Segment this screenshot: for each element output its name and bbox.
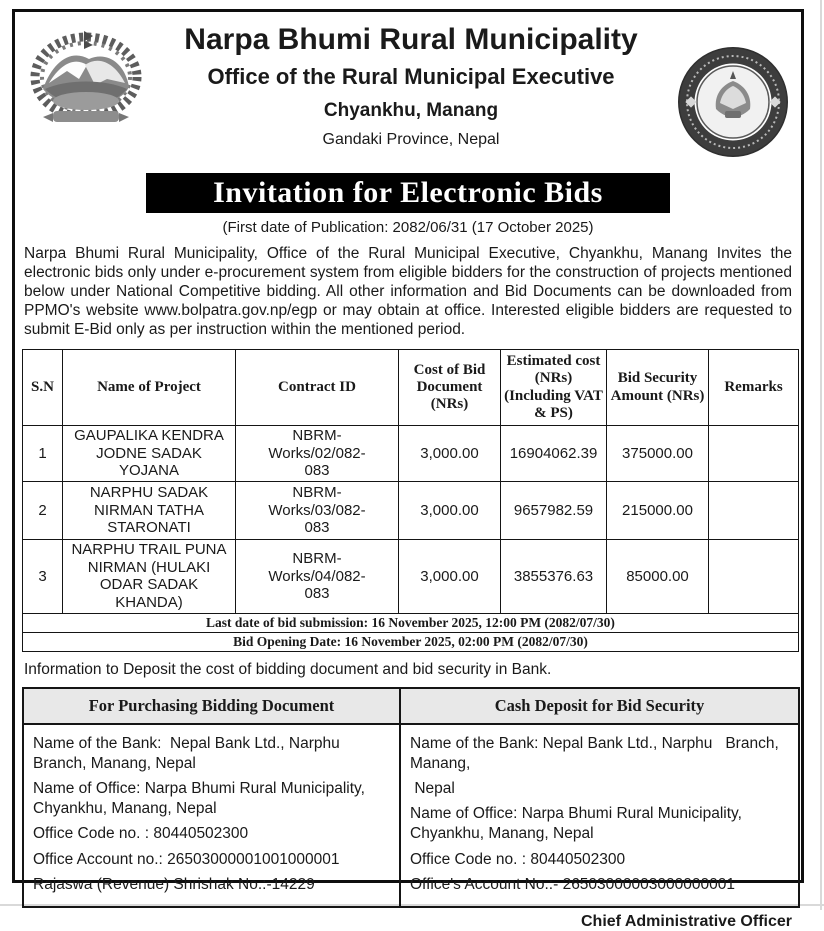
cell-sn: 3: [23, 540, 63, 614]
province-line: Gandaki Province, Nepal: [322, 131, 500, 148]
submission-deadline-text: Last date of bid submission: 16 November 2025, 12:00 PM (2082/07/30): [23, 613, 799, 632]
bank-table: [22, 687, 800, 908]
office-name-line: Name of Office: Narpa Bhumi Rural Municipality, Chyankhu, Manang, Nepal: [33, 780, 370, 818]
col-header-contract-id: Contract ID: [236, 350, 399, 426]
nepal-coat-of-arms-logo: [22, 17, 150, 136]
cell-contract-id: [236, 540, 399, 614]
bank-table-body-row: [23, 724, 799, 907]
header: [22, 17, 794, 164]
cell-cost: 3,000.00: [399, 426, 501, 482]
bank-table-header-row: [23, 688, 799, 724]
cell-sn: 2: [23, 482, 63, 540]
office-code-line: Office Code no. : 80440502300: [410, 850, 626, 868]
col-header-security: Bid Security Amount (NRs): [607, 350, 709, 426]
deposit-details-cell: [400, 724, 799, 907]
table-row: [23, 426, 799, 482]
office-account-line: Office's Account No.:- 26503000003000000001: [410, 875, 735, 893]
publication-date-line: (First date of Publication: 2082/06/31 (17 October 2025): [222, 219, 594, 236]
contract-id-text: NBRM-Works/04/082-083: [268, 549, 366, 603]
banner-title: Invitation for Electronic Bids: [146, 173, 670, 213]
location-line: Chyankhu, Manang: [323, 100, 499, 121]
col-header-project: Name of Project: [63, 350, 236, 426]
cell-remarks: [709, 540, 799, 614]
notice-frame: [12, 9, 804, 930]
cell-remarks: [709, 426, 799, 482]
cell-security: 375000.00: [607, 426, 709, 482]
table-row: [23, 540, 799, 614]
bid-opening-row: [23, 632, 799, 651]
deposit-header: Cash Deposit for Bid Security: [400, 688, 799, 724]
office-code-line: Office Code no. : 80440502300: [33, 825, 249, 843]
col-header-estimated: Estimated cost (NRs) (Including VAT & PS): [501, 350, 607, 426]
office-name-line: Name of Office: Narpa Bhumi Rural Municipality, Chyankhu, Manang, Nepal: [410, 805, 747, 843]
purchase-details-cell: [23, 724, 400, 907]
bid-opening-text: Bid Opening Date: 16 November 2025, 02:00 PM (2082/07/30): [23, 632, 799, 651]
municipality-seal-logo: [672, 17, 794, 164]
cell-security: 215000.00: [607, 482, 709, 540]
col-header-remarks: Remarks: [709, 350, 799, 426]
table-row: [23, 482, 799, 540]
bid-table: [22, 349, 799, 652]
cell-remarks: [709, 482, 799, 540]
bank-name-line: Name of the Bank: Nepal Bank Ltd., Narphu Branch, Manang,: [410, 734, 784, 772]
cell-cost: 3,000.00: [399, 482, 501, 540]
cell-project: NARPHU TRAIL PUNA NIRMAN (HULAKI ODAR SADAK KHANDA): [63, 540, 236, 614]
bid-table-header-row: [23, 350, 799, 426]
signatory-title: Chief Administrative Officer: [580, 912, 792, 930]
cell-sn: 1: [23, 426, 63, 482]
cell-contract-id: [236, 426, 399, 482]
cell-security: 85000.00: [607, 540, 709, 614]
deposit-info-note: Information to Deposit the cost of bidding document and bid security in Bank.: [24, 660, 552, 678]
submission-deadline-row: [23, 613, 799, 632]
bank-country-line: Nepal: [410, 780, 455, 798]
cell-contract-id: [236, 482, 399, 540]
cell-project: NARPHU SADAK NIRMAN TATHA STARONATI: [63, 482, 236, 540]
contract-id-text: NBRM-Works/02/082-083: [268, 427, 366, 480]
col-header-cost: Cost of Bid Document (NRs): [399, 350, 501, 426]
bank-name-line: Name of the Bank: Nepal Bank Ltd., Narphu Branch, Manang, Nepal: [33, 734, 353, 772]
cell-cost: 3,000.00: [399, 540, 501, 614]
intro-paragraph: Narpa Bhumi Rural Municipality, Office of the Rural Municipal Executive, Chyankhu, Manang Invites the electronic bids only under e-procurement system from eligible bidders for the construction of projects mentioned below under National Competitive bidding. All other information and Bid Documents can be downloaded from PPMO's website www.bolpatra.gov.np/egp or may obtain at office. Interested eligible bidders are requested to submit E-Bid only as per instruction within the mentioned period.: [24, 245, 792, 338]
cell-estimated: 3855376.63: [501, 540, 607, 614]
office-account-line: Office Account no.: 26503000001001000001: [33, 850, 340, 868]
revenue-code-line: Rajaswa (Revenue) Shrishak No.:-14229: [33, 875, 315, 893]
cell-estimated: 16904062.39: [501, 426, 607, 482]
municipality-title: Narpa Bhumi Rural Municipality: [184, 23, 638, 56]
header-titles: [150, 17, 672, 149]
col-header-sn: S.N: [23, 350, 63, 426]
contract-id-text: NBRM-Works/03/082-083: [268, 484, 366, 537]
office-subtitle: Office of the Rural Municipal Executive: [207, 64, 615, 89]
scan-edge-right: [820, 0, 822, 910]
cell-estimated: 9657982.59: [501, 482, 607, 540]
purchase-header: For Purchasing Bidding Document: [23, 688, 400, 724]
cell-project: GAUPALIKA KENDRA JODNE SADAK YOJANA: [63, 426, 236, 482]
